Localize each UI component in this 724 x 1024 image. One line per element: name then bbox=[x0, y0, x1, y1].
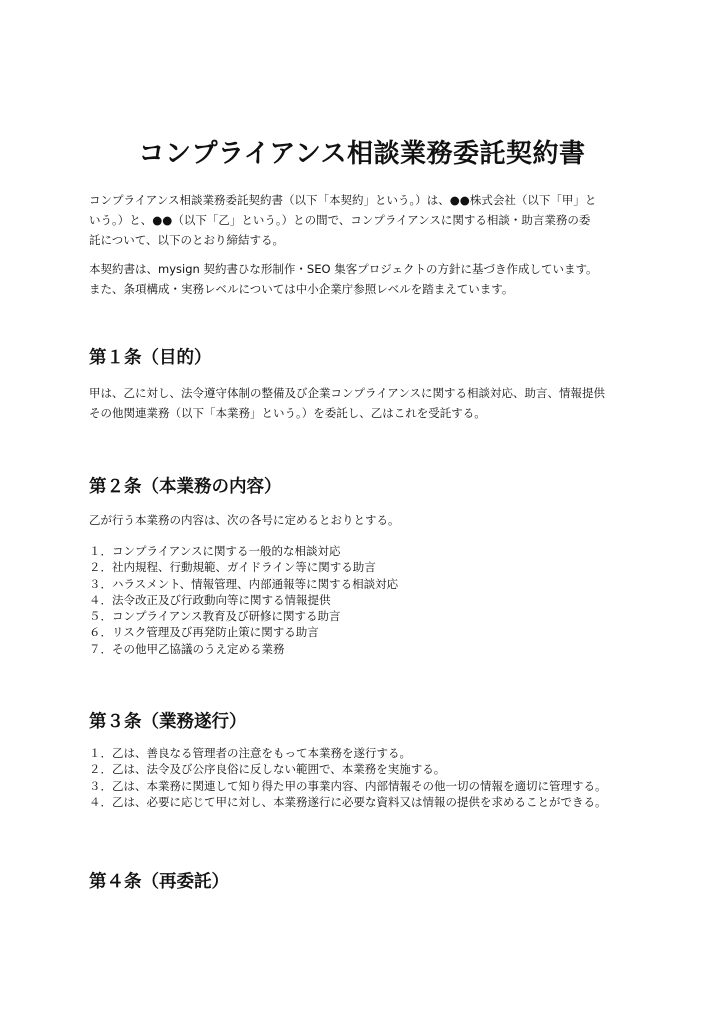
article-line: 乙が行う本業務の内容は、次の各号に定めるとおりとする。 bbox=[89, 513, 400, 527]
article-2-heading: 第２条（本業務の内容） bbox=[89, 477, 282, 497]
list-item: ３．ハラスメント、情報管理、内部通報等に関する相談対応 bbox=[89, 576, 399, 591]
list-item: ４．法令改正及び行政動向等に関する情報提供 bbox=[89, 592, 331, 607]
article-4-heading: 第４条（再委託） bbox=[89, 872, 229, 892]
note-line: また、条項構成・実務レベルについては中小企業庁参照レベルを踏まえています。 bbox=[89, 282, 514, 296]
list-item: ２．社内規程、行動規範、ガイドライン等に関する助言 bbox=[89, 560, 376, 575]
list-item: ５．コンプライアンス教育及び研修に関する助言 bbox=[89, 609, 341, 624]
intro-line: 託について、以下のとおり締結する。 bbox=[89, 233, 285, 247]
article-1-body bbox=[89, 383, 649, 423]
article-line: 甲は、乙に対し、法令遵守体制の整備及び企業コンプライアンスに関する相談対応、助言、情報提供 bbox=[89, 386, 605, 400]
note-paragraph bbox=[89, 259, 649, 299]
article-2-items bbox=[89, 543, 398, 657]
list-item: ６．リスク管理及び再発防止策に関する助言 bbox=[89, 625, 319, 640]
article-2-lead bbox=[89, 510, 649, 530]
list-item: １．乙は、善良なる管理者の注意をもって本業務を遂行する。 bbox=[89, 746, 411, 760]
article-1-heading: 第１条（目的） bbox=[89, 348, 212, 368]
intro-line: コンプライアンス相談業務委託契約書（以下「本契約」という。）は、●●株式会社（以下「甲」と bbox=[89, 193, 597, 207]
list-item: ２．乙は、法令及び公序良俗に反しない範囲で、本業務を実施する。 bbox=[89, 762, 446, 777]
list-item: ４．乙は、必要に応じて甲に対し、本業務遂行に必要な資料又は情報の提供を求めることができる。 bbox=[89, 794, 607, 809]
list-item: ７．その他甲乙協議のうえ定める業務 bbox=[89, 641, 285, 656]
intro-line: いう。）と、●●（以下「乙」という。）との間で、コンプライアンスに関する相談・助言業務の委 bbox=[89, 213, 591, 227]
list-item: ３．乙は、本業務に関連して知り得た甲の事業内容、内部情報その他一切の情報を適切に管理する。 bbox=[89, 778, 607, 793]
article-3-items bbox=[89, 745, 607, 810]
list-item: １．コンプライアンスに関する一般的な相談対応 bbox=[89, 544, 341, 558]
intro-paragraph bbox=[89, 190, 649, 250]
article-line: その他関連業務（以下「本業務」という。）を委託し、乙はこれを受託する。 bbox=[89, 406, 486, 420]
note-line: 本契約書は、mysign 契約書ひな形制作・SEO 集客プロジェクトの方針に基づき作成しています。 bbox=[89, 262, 598, 276]
article-3-heading: 第３条（業務遂行） bbox=[89, 712, 247, 732]
document-title: コンプライアンス相談業務委託契約書 bbox=[138, 139, 586, 170]
